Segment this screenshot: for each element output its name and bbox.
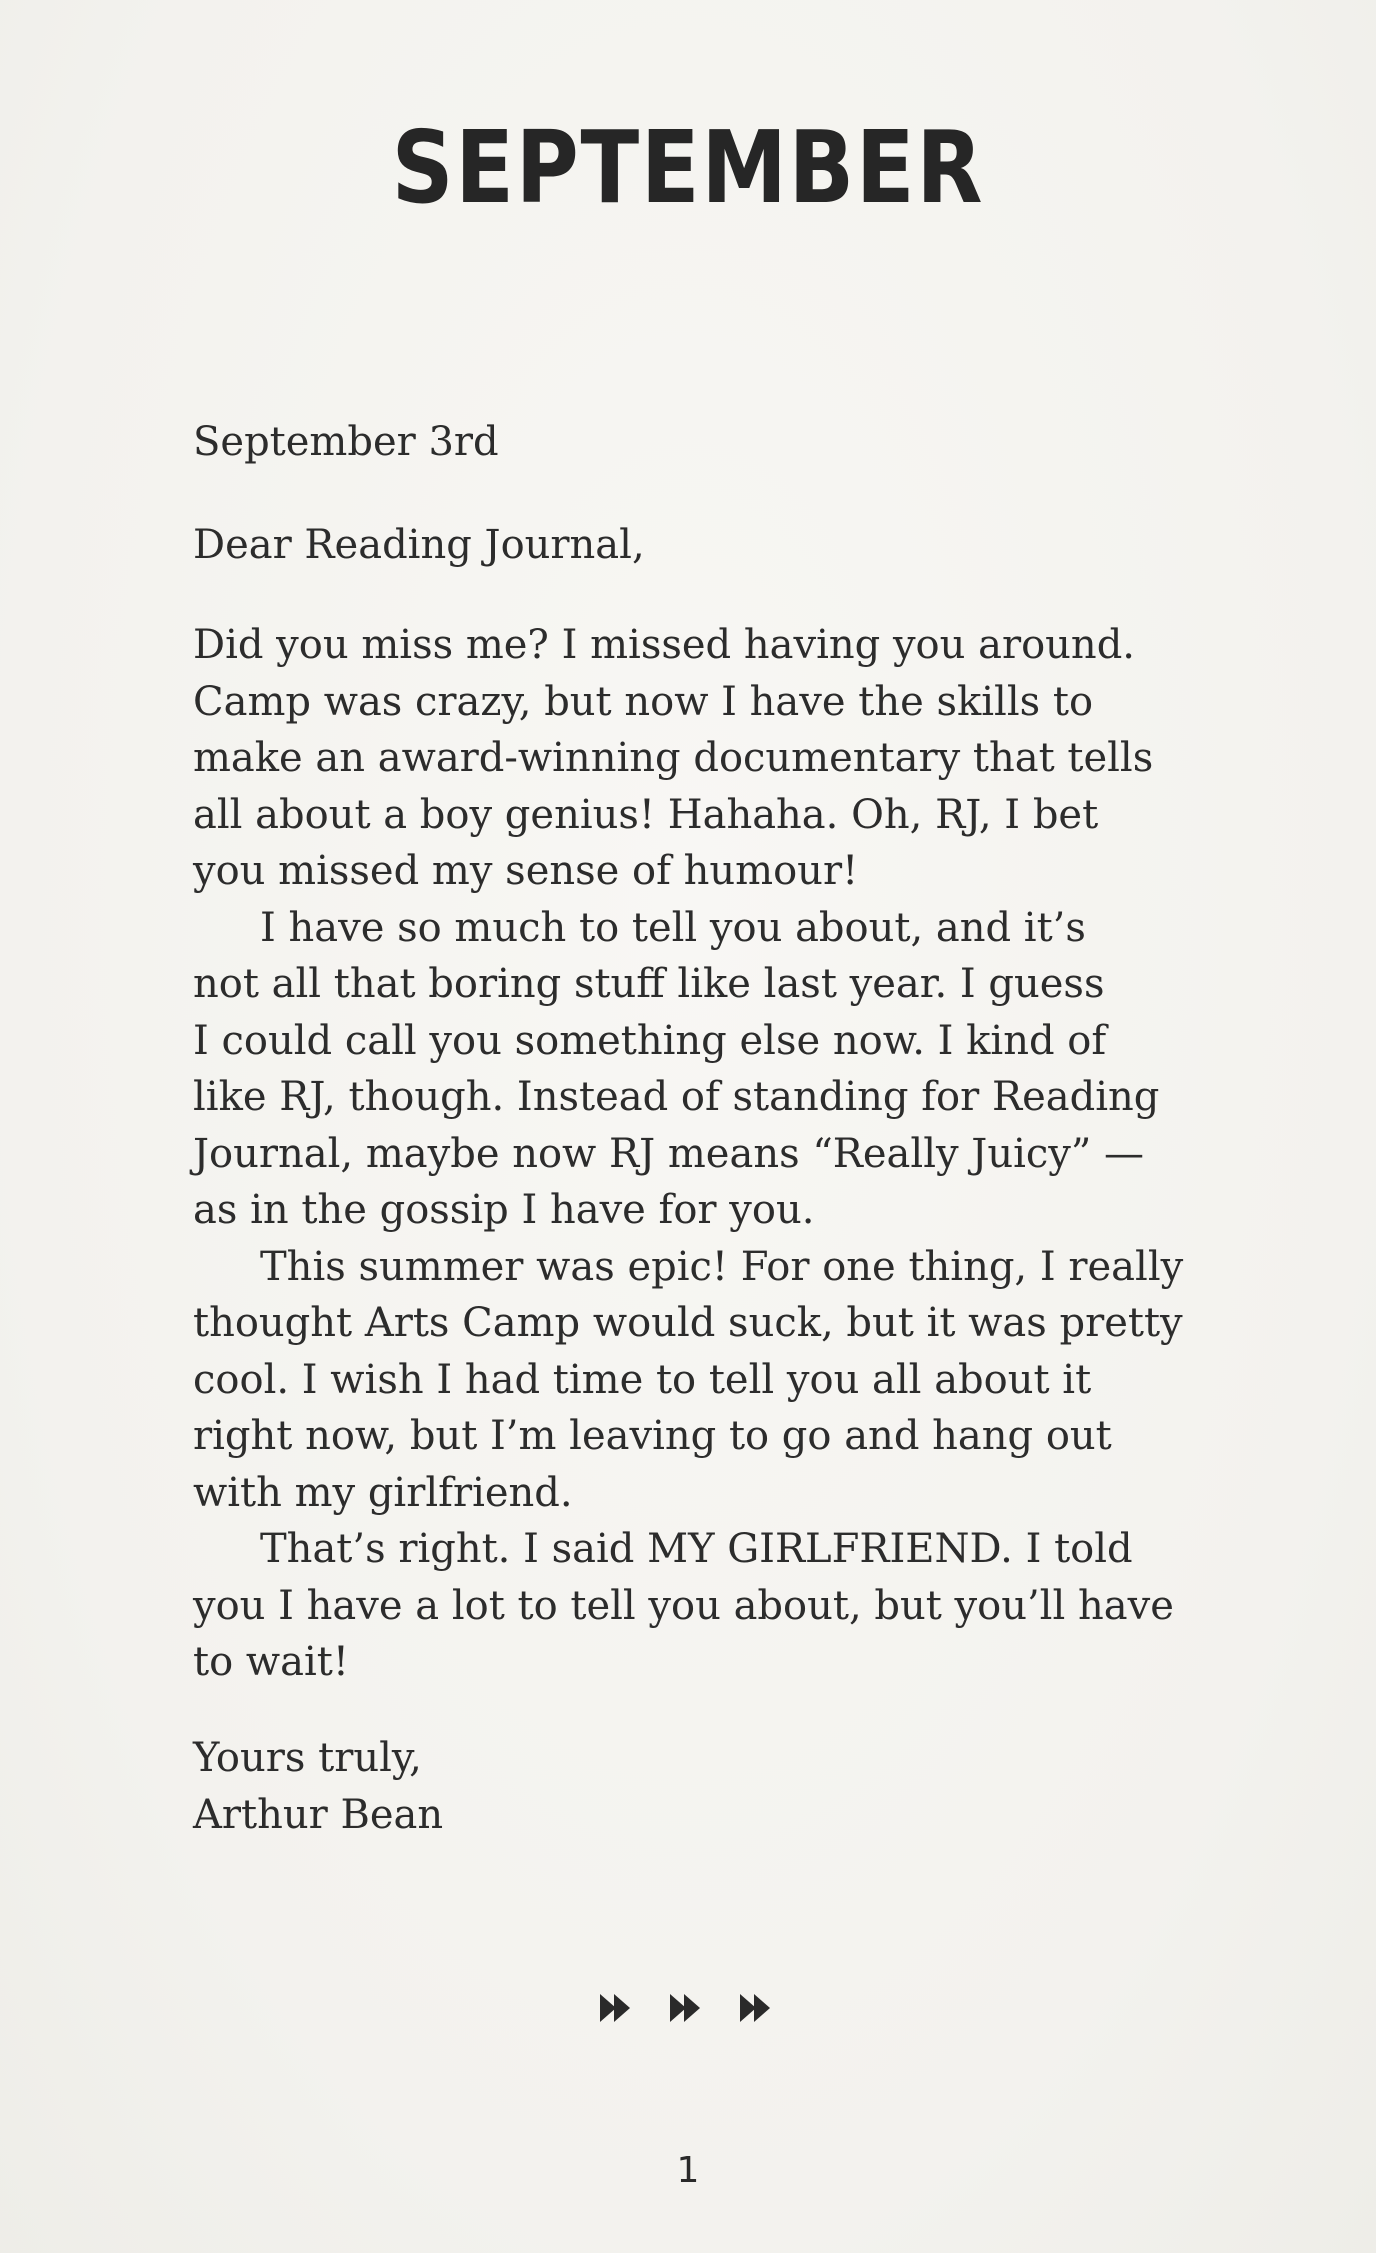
salutation: Dear Reading Journal, [193,522,645,568]
text-line: That’s right. I said MY GIRLFRIEND. I told [260,1526,1133,1572]
section-ornament [0,1988,1376,2032]
text-line: I have so much to tell you about, and it’s [260,904,1086,951]
text-line: to wait! [193,1639,349,1685]
paragraph-3 [193,1239,1193,1522]
text-line: cool. I wish I had time to tell you all about it [193,1356,1092,1403]
text-line: like RJ, though. Instead of standing for Reading [193,1074,1160,1120]
text-line: make an award-winning documentary that tells [193,735,1154,781]
chapter-title: SEPTEMBER [391,109,985,226]
text-line: you I have a lot to tell you about, but you’ll have [193,1582,1174,1629]
text-line: Journal, maybe now RJ means “Really Juicy” — [193,1130,1145,1177]
text-line: not all that boring stuff like last year. I guess [193,961,1105,1007]
letter-body [193,617,1193,1691]
paragraph-4 [193,1521,1193,1691]
text-line: right now, but I’m leaving to go and hang out [193,1413,1112,1459]
text-line: all about a boy genius! Hahaha. Oh, RJ, I bet [193,791,1099,838]
fast-forward-icon [598,1988,778,2028]
sign-off: Yours truly, [193,1735,422,1781]
page-number: 1 [676,2150,700,2191]
paragraph-2 [193,900,1193,1239]
text-line: as in the gossip I have for you. [193,1187,815,1233]
text-line: Camp was crazy, but now I have the skills to [193,678,1094,725]
letter-closing [193,1730,1193,1843]
text-line: you missed my sense of humour! [193,848,859,894]
text-line: thought Arts Camp would suck, but it was pretty [193,1300,1183,1346]
text-line: with my girlfriend. [193,1469,573,1516]
paragraph-1 [193,617,1193,900]
entry-date: September 3rd [193,419,499,465]
text-line: Did you miss me? I missed having you around. [193,622,1136,668]
text-line: I could call you something else now. I kind of [193,1017,1107,1064]
text-line: This summer was epic! For one thing, I really [260,1243,1184,1290]
signature: Arthur Bean [193,1791,444,1838]
